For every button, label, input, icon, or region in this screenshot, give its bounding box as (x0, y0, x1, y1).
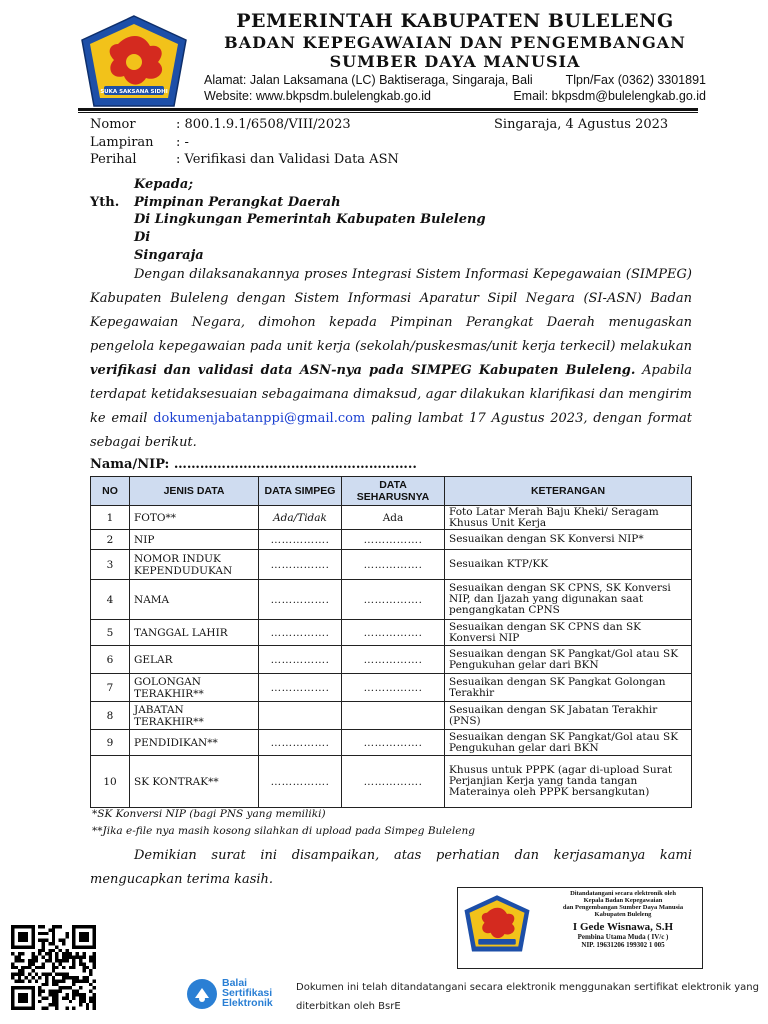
buleleng-logo (78, 14, 190, 110)
row-jenis-data: SK KONTRAK** (130, 756, 259, 808)
row-no: 6 (91, 646, 130, 674)
col-jenis-data: JENIS DATA (130, 477, 259, 506)
nomor-value: : 800.1.9.1/6508/VIII/2023 (176, 117, 351, 132)
verification-table (90, 476, 692, 808)
letterhead-line2: BADAN KEPEGAWAIAN DAN PENGEMBANGAN (224, 33, 686, 52)
table-row (91, 702, 692, 730)
letterhead-phone: Tlpn/Fax (0362) 3301891 (565, 73, 706, 87)
row-jenis-data: GELAR (130, 646, 259, 674)
closing-paragraph: Demikian surat ini disampaikan, atas perhatian dan kerjasamanya kami mengucapkan terima kasih. (90, 848, 692, 887)
row-data-seharusnya (342, 702, 445, 730)
nomor-label: Nomor (90, 117, 136, 132)
body-text-c: paling lambat 17 Agustus 2023, dengan format sebagai berikut. (90, 411, 692, 450)
body-text-b: Apabila terdapat ketidaksesuaian sebagaimana dimaksud, agar dilakukan klarifikasi dan mengirim ke email (90, 363, 692, 426)
body-text-a: Dengan dilaksanakannya proses Integrasi Sistem Informasi Kepegawaian (SIMPEG) Kabupaten Buleleng dengan Sistem Informasi Aparatur Sipil Negara (SI-ASN) Badan Kepegawaian Negara, dimohon kepada Pimpinan Perangkat Daerah menugaskan pengelola kepegawaian pada unit kerja (sekolah/puskesmas/unit kerja terkecil) melakukan (90, 267, 692, 354)
row-no: 5 (91, 620, 130, 646)
row-data-seharusnya: ……………. (342, 730, 445, 756)
table-row (91, 550, 692, 580)
row-data-simpeg: ……………. (259, 674, 342, 702)
row-data-seharusnya: ……………. (342, 530, 445, 550)
bsre-logo-icon (186, 978, 218, 1010)
sig-line2: Kepala Badan Kepegawaian (583, 897, 663, 904)
row-data-seharusnya: ……………. (342, 646, 445, 674)
letterhead-rule (78, 108, 698, 111)
row-no: 3 (91, 550, 130, 580)
signer-name: I Gede Wisnawa, S.H (572, 921, 674, 933)
row-jenis-data: NIP (130, 530, 259, 550)
row-data-simpeg: ……………. (259, 730, 342, 756)
signature-box (457, 887, 703, 969)
footnote-1: *SK Konversi NIP (bagi PNS yang memiliki) (92, 808, 326, 820)
row-data-simpeg: ……………. (259, 756, 342, 808)
body-text-bold: verifikasi dan validasi data ASN-nya pada SIMPEG Kabupaten Buleleng. (90, 363, 636, 378)
bsre-logo-line2: Sertifikasi (222, 987, 273, 999)
letterhead-email: Email: bkpsdm@bulelengkab.go.id (513, 89, 706, 103)
row-data-simpeg: ……………. (259, 550, 342, 580)
signer-nip: NIP. 19631206 199302 1 005 (581, 941, 665, 949)
table-row (91, 646, 692, 674)
row-jenis-data: PENDIDIKAN** (130, 730, 259, 756)
bsre-text1: Dokumen ini telah ditandatangani secara elektronik menggunakan sertifikat elektronik yang (296, 982, 759, 993)
col-data-seharusnya: DATA SEHARUSNYA (342, 477, 445, 506)
row-jenis-data: FOTO** (130, 506, 259, 530)
row-data-simpeg: ……………. (259, 530, 342, 550)
row-jenis-data: TANGGAL LAHIR (130, 620, 259, 646)
table-header-row (91, 477, 692, 506)
row-no: 7 (91, 674, 130, 702)
table-row (91, 530, 692, 550)
row-data-seharusnya: Ada (342, 506, 445, 530)
col-data-simpeg: DATA SIMPEG (259, 477, 342, 506)
signer-rank: Pembina Utama Muda ( IV/c ) (577, 933, 669, 941)
table-row (91, 756, 692, 808)
row-data-simpeg: Ada/Tidak (259, 506, 342, 530)
col-keterangan: KETERANGAN (445, 477, 692, 506)
row-data-seharusnya: ……………. (342, 674, 445, 702)
footnote-2: **Jika e-file nya masih kosong silahkan di upload pada Simpeg Buleleng (92, 825, 475, 837)
row-data-simpeg: ……………. (259, 620, 342, 646)
row-keterangan: Foto Latar Merah Baju Kheki/ Seragam Khusus Unit Kerja (445, 506, 692, 530)
row-no: 9 (91, 730, 130, 756)
bsre-text2: diterbitkan oleh BsrE (296, 1001, 401, 1012)
row-jenis-data: NAMA (130, 580, 259, 620)
recipient-line2: Di Lingkungan Pemerintah Kabupaten Buleleng (134, 212, 486, 227)
letterhead (190, 10, 720, 103)
table-row (91, 506, 692, 530)
lampiran-value: : - (176, 135, 189, 150)
kepada-label: Kepada; (134, 177, 194, 192)
row-keterangan: Sesuaikan dengan SK Jabatan Terakhir (PNS) (445, 702, 692, 730)
row-data-seharusnya: ……………. (342, 550, 445, 580)
letter-date: Singaraja, 4 Agustus 2023 (494, 117, 669, 132)
letterhead-line1: PEMERINTAH KABUPATEN BULELENG (236, 10, 674, 32)
recipient-line1: Pimpinan Perangkat Daerah (134, 195, 341, 210)
row-data-simpeg: ……………. (259, 580, 342, 620)
signature-logo (462, 894, 532, 954)
col-no: NO (91, 477, 130, 506)
email-link[interactable]: dokumenjabatanppi@gmail.com (153, 411, 366, 426)
row-keterangan: Sesuaikan dengan SK Pangkat/Gol atau SK Pengukuhan gelar dari BKN (445, 730, 692, 756)
letterhead-website: Website: www.bkpsdm.bulelengkab.go.id (204, 89, 431, 103)
svg-text:SUKA SAKSANA SIDHI: SUKA SAKSANA SIDHI (100, 89, 168, 95)
row-data-simpeg (259, 702, 342, 730)
bsre-logo-line1: Balai (222, 977, 248, 989)
sig-line4: Kabupaten Buleleng (594, 911, 652, 918)
yth-label: Yth. (90, 195, 120, 210)
row-no: 4 (91, 580, 130, 620)
table-row (91, 580, 692, 620)
letterhead-line3: SUMBER DAYA MANUSIA (329, 52, 581, 71)
row-keterangan: Sesuaikan dengan SK Konversi NIP* (445, 530, 692, 550)
nama-nip-label: Nama/NIP: ……………………………………………….. (90, 457, 417, 472)
row-jenis-data: NOMOR INDUK KEPENDUDUKAN (130, 550, 259, 580)
row-no: 1 (91, 506, 130, 530)
recipient-line4: Singaraja (134, 248, 204, 263)
row-jenis-data: JABATAN TERAKHIR** (130, 702, 259, 730)
row-data-seharusnya: ……………. (342, 580, 445, 620)
row-no: 8 (91, 702, 130, 730)
row-keterangan: Sesuaikan dengan SK CPNS, SK Konversi NIP, dan Ijazah yang digunakan saat pengangkatan CPNS (445, 580, 692, 620)
row-no: 2 (91, 530, 130, 550)
row-keterangan: Sesuaikan KTP/KK (445, 550, 692, 580)
bsre-logo-line3: Elektronik (222, 997, 273, 1009)
table-row (91, 620, 692, 646)
perihal-label: Perihal (90, 152, 137, 167)
row-keterangan: Sesuaikan dengan SK Pangkat/Gol atau SK Pengukuhan gelar dari BKN (445, 646, 692, 674)
qr-code (11, 925, 96, 1010)
row-no: 10 (91, 756, 130, 808)
row-keterangan: Sesuaikan dengan SK Pangkat Golongan Terakhir (445, 674, 692, 702)
row-data-seharusnya: ……………. (342, 620, 445, 646)
letterhead-address: Alamat: Jalan Laksamana (LC) Baktiseraga, Singaraja, Bali (204, 73, 533, 87)
table-row (91, 730, 692, 756)
lampiran-label: Lampiran (90, 135, 154, 150)
body-paragraph (90, 263, 692, 455)
row-keterangan: Khusus untuk PPPK (agar di-upload Surat Perjanjian Kerja yang tanda tangan Materainya oleh PPPK bersangkutan) (445, 756, 692, 808)
sig-line3: dan Pengembangan Sumber Daya Manusia (562, 904, 684, 911)
row-keterangan: Sesuaikan dengan SK CPNS dan SK Konversi NIP (445, 620, 692, 646)
sig-line1: Ditandatangani secara elektronik oleh (570, 890, 676, 897)
row-data-simpeg: ……………. (259, 646, 342, 674)
table-row (91, 674, 692, 702)
row-data-seharusnya: ……………. (342, 756, 445, 808)
recipient-line3: Di (134, 230, 151, 245)
letterhead-rule-thin (78, 112, 698, 113)
perihal-value: : Verifikasi dan Validasi Data ASN (176, 152, 399, 167)
row-jenis-data: GOLONGAN TERAKHIR** (130, 674, 259, 702)
